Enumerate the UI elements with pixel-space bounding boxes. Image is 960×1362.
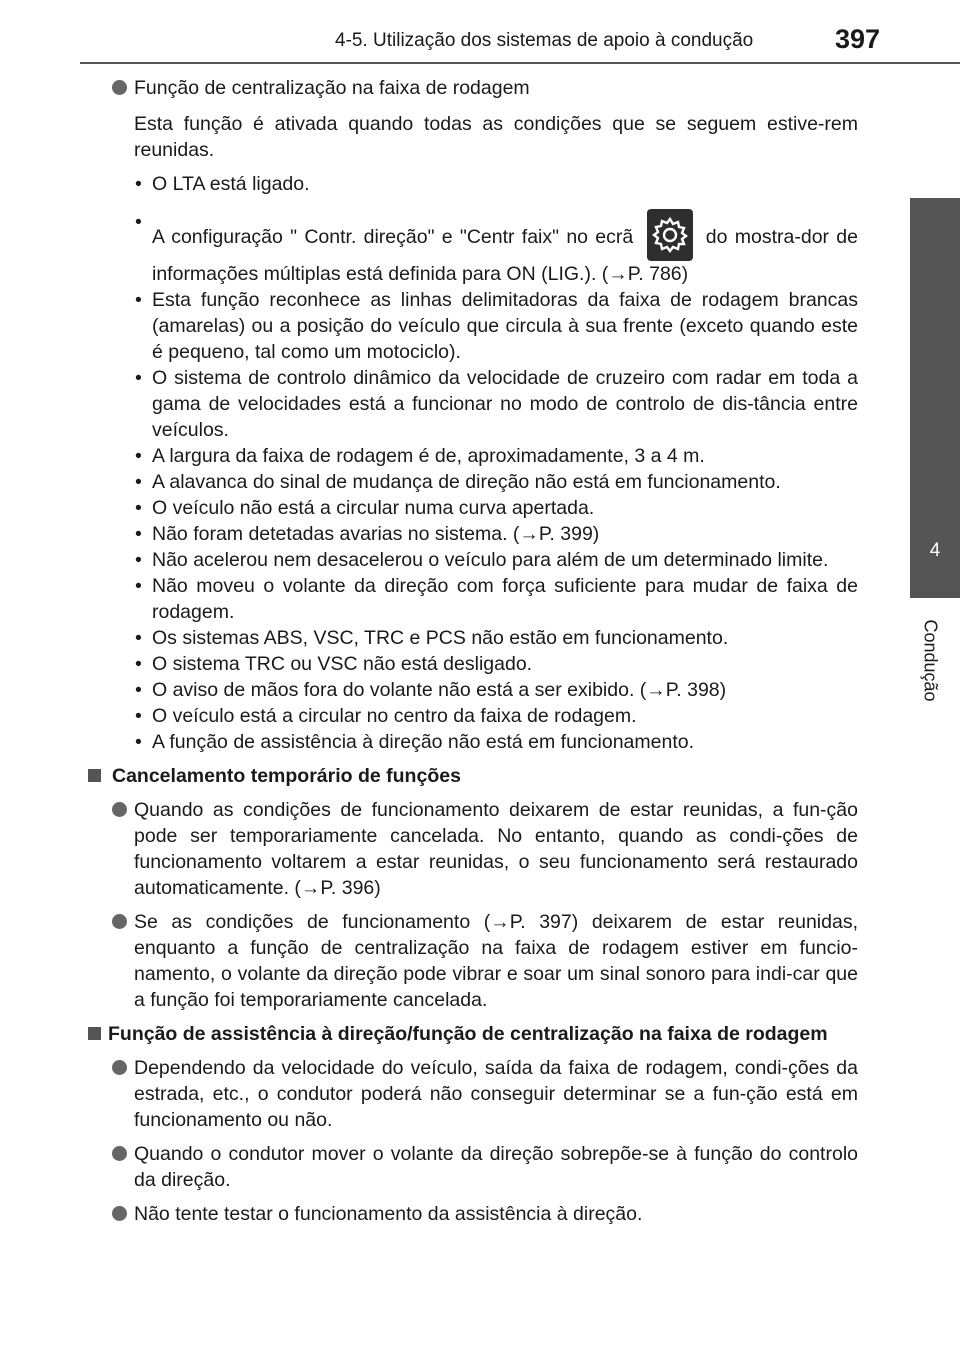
chapter-label-text: Condução — [920, 619, 941, 702]
square-bullet-icon — [88, 769, 101, 782]
cancel-item: Se as condições de funcionamento (→P. 397) deixarem de estar reunidas, enquanto a função de centralização na faixa de rodagem estiver em funcio-namento, o volante da direção pode vibrar e soar um sinal sonoro para indi-car que a função foi temporariamente cancelada. — [96, 909, 858, 1013]
assist-item: Dependendo da velocidade do veículo, saída da faixa de rodagem, condi-ções da estrada, etc., o condutor poderá não conseguir determinar se a fun-ção está em funcionamento ou não. — [96, 1055, 858, 1133]
page-content — [96, 75, 858, 1227]
list-item: • Esta função reconhece as linhas delimitadoras da faixa de rodagem brancas (amarelas) ou a posição do veículo que circula à sua frente (exceto quando este é pequeno, tal como um motociclo). — [152, 287, 858, 365]
square-bullet-icon — [88, 1027, 101, 1040]
list-item: • O sistema TRC ou VSC não está desligado. — [152, 651, 858, 677]
assist-item: Quando o condutor mover o volante da direção sobrepõe-se à função do controlo da direção. — [96, 1141, 858, 1193]
conditions-list — [96, 171, 858, 755]
list-item: • O aviso de mãos fora do volante não está a ser exibido. (→P. 398) — [152, 677, 858, 703]
list-item: • Os sistemas ABS, VSC, TRC e PCS não estão em funcionamento. — [152, 625, 858, 651]
header-divider — [80, 62, 960, 64]
bullet-dot-icon — [112, 1146, 127, 1161]
list-item: • O veículo está a circular no centro da faixa de rodagem. — [152, 703, 858, 729]
list-item: • A alavanca do sinal de mudança de direção não está em funcionamento. — [152, 469, 858, 495]
chapter-label — [915, 610, 945, 720]
list-item: • O LTA está ligado. — [152, 171, 858, 197]
bullet-dot-icon — [112, 80, 127, 95]
section-cancel-title: Cancelamento temporário de funções — [88, 763, 858, 789]
chapter-number: 4 — [929, 540, 941, 561]
section-lane-centering-title: Função de centralização na faixa de rodagem — [96, 75, 858, 101]
list-item: • Não foram detetadas avarias no sistema. (→P. 399) — [152, 521, 858, 547]
page-number: 397 — [835, 24, 881, 54]
list-item: • O sistema de controlo dinâmico da velocidade de cruzeiro com radar em toda a gama de velocidades está a funcionar no modo de controlo de dis-tância entre veículos. — [152, 365, 858, 443]
assist-item: Não tente testar o funcionamento da assistência à direção. — [96, 1201, 858, 1227]
list-item: • A configuração " Contr. direção" e "Centr faix" no ecrã do mostra-dor de informações múltiplas está definida para ON (LIG.). (→P. 786) — [152, 209, 858, 287]
chapter-tab — [910, 198, 960, 598]
gear-icon — [647, 209, 693, 261]
header-title: 4-5. Utilização dos sistemas de apoio à condução — [335, 30, 754, 51]
list-item: • A largura da faixa de rodagem é de, aproximadamente, 3 a 4 m. — [152, 443, 858, 469]
bullet-dot-icon — [112, 802, 127, 817]
list-item: • Não moveu o volante da direção com força suficiente para mudar de faixa de rodagem. — [152, 573, 858, 625]
cancel-item: Quando as condições de funcionamento deixarem de estar reunidas, a fun-ção pode ser temporariamente cancelada. No entanto, quando as condi-ções de funcionamento voltarem a estar reunidas, o seu funcionamento será restaurado automaticamente. (→P. 396) — [96, 797, 858, 901]
list-item: • Não acelerou nem desacelerou o veículo para além de um determinado limite. — [152, 547, 858, 573]
list-item: • A função de assistência à direção não está em funcionamento. — [152, 729, 858, 755]
list-item: • O veículo não está a circular numa curva apertada. — [152, 495, 858, 521]
bullet-dot-icon — [112, 1060, 127, 1075]
bullet-dot-icon — [112, 914, 127, 929]
bullet-dot-icon — [112, 1206, 127, 1221]
section-lane-centering-intro: Esta função é ativada quando todas as condições que se seguem estive-rem reunidas. — [134, 113, 858, 161]
section-assist-title: Função de assistência à direção/função de centralização na faixa de rodagem — [88, 1021, 858, 1047]
